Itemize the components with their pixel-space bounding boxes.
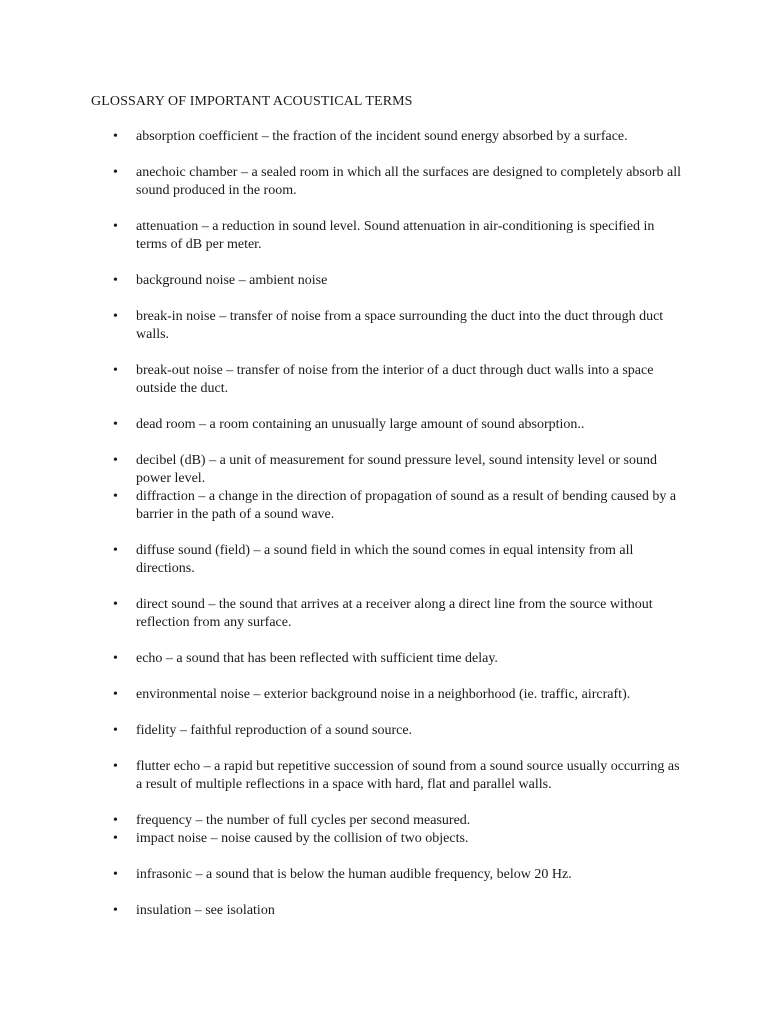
list-item bbox=[91, 308, 688, 344]
glossary-entry: decibel (dB) – a unit of measurement for sound pressure level, sound intensity level or sound power level. bbox=[136, 453, 657, 486]
list-item bbox=[91, 758, 688, 794]
list-item bbox=[91, 866, 688, 884]
glossary-entry: infrasonic – a sound that is below the human audible frequency, below 20 Hz. bbox=[136, 867, 572, 882]
list-item bbox=[91, 128, 688, 146]
list-item bbox=[91, 218, 688, 254]
bullet-icon: • bbox=[113, 489, 118, 504]
bullet-icon: • bbox=[113, 219, 118, 234]
glossary-entry: impact noise – noise caused by the collision of two objects. bbox=[136, 831, 469, 846]
glossary-entry: attenuation – a reduction in sound level. Sound attenuation in air-conditioning is specified in terms of dB per meter. bbox=[136, 219, 655, 252]
bullet-icon: • bbox=[113, 687, 118, 702]
bullet-icon: • bbox=[113, 813, 118, 828]
glossary-list bbox=[91, 128, 688, 920]
glossary-entry: insulation – see isolation bbox=[136, 903, 275, 918]
bullet-icon: • bbox=[113, 597, 118, 612]
list-item bbox=[91, 686, 688, 704]
glossary-entry: frequency – the number of full cycles per second measured. bbox=[136, 813, 471, 828]
bullet-icon: • bbox=[113, 363, 118, 378]
bullet-icon: • bbox=[113, 273, 118, 288]
list-item bbox=[91, 812, 688, 830]
list-item bbox=[91, 362, 688, 398]
glossary-entry: break-in noise – transfer of noise from a space surrounding the duct into the duct through duct walls. bbox=[136, 309, 664, 342]
bullet-icon: • bbox=[113, 831, 118, 846]
glossary-entry: flutter echo – a rapid but repetitive succession of sound from a sound source usually occurring as a result of multiple reflections in a space with hard, flat and parallel walls. bbox=[136, 759, 680, 792]
list-item bbox=[91, 650, 688, 668]
glossary-entry: direct sound – the sound that arrives at a receiver along a direct line from the source without reflection from any surface. bbox=[136, 597, 653, 630]
bullet-icon: • bbox=[113, 543, 118, 558]
glossary-entry: background noise – ambient noise bbox=[136, 273, 328, 288]
list-item bbox=[91, 452, 688, 488]
glossary-entry: echo – a sound that has been reflected with sufficient time delay. bbox=[136, 651, 498, 666]
list-item bbox=[91, 488, 688, 524]
glossary-entry: fidelity – faithful reproduction of a sound source. bbox=[136, 723, 413, 738]
bullet-icon: • bbox=[113, 723, 118, 738]
list-item bbox=[91, 902, 688, 920]
list-item bbox=[91, 416, 688, 434]
bullet-icon: • bbox=[113, 903, 118, 918]
glossary-entry: absorption coefficient – the fraction of the incident sound energy absorbed by a surface. bbox=[136, 129, 628, 144]
list-item bbox=[91, 272, 688, 290]
glossary-entry: dead room – a room containing an unusually large amount of sound absorption.. bbox=[136, 417, 585, 432]
glossary-entry: anechoic chamber – a sealed room in which all the surfaces are designed to completely absorb all sound produced in the room. bbox=[136, 165, 682, 198]
page-title: GLOSSARY OF IMPORTANT ACOUSTICAL TERMS bbox=[91, 94, 413, 109]
bullet-icon: • bbox=[113, 165, 118, 180]
bullet-icon: • bbox=[113, 867, 118, 882]
list-item bbox=[91, 722, 688, 740]
glossary-entry: diffuse sound (field) – a sound field in which the sound comes in equal intensity from all directions. bbox=[136, 543, 634, 576]
list-item bbox=[91, 164, 688, 200]
glossary-entry: diffraction – a change in the direction of propagation of sound as a result of bending caused by a barrier in the path of a sound wave. bbox=[136, 489, 677, 522]
list-item bbox=[91, 596, 688, 632]
bullet-icon: • bbox=[113, 129, 118, 144]
bullet-icon: • bbox=[113, 759, 118, 774]
glossary-entry: environmental noise – exterior background noise in a neighborhood (ie. traffic, aircraft). bbox=[136, 687, 631, 702]
list-item bbox=[91, 830, 688, 848]
bullet-icon: • bbox=[113, 651, 118, 666]
list-item bbox=[91, 542, 688, 578]
bullet-icon: • bbox=[113, 453, 118, 468]
glossary-entry: break-out noise – transfer of noise from the interior of a duct through duct walls into a space outside the duct. bbox=[136, 363, 654, 396]
bullet-icon: • bbox=[113, 309, 118, 324]
bullet-icon: • bbox=[113, 417, 118, 432]
